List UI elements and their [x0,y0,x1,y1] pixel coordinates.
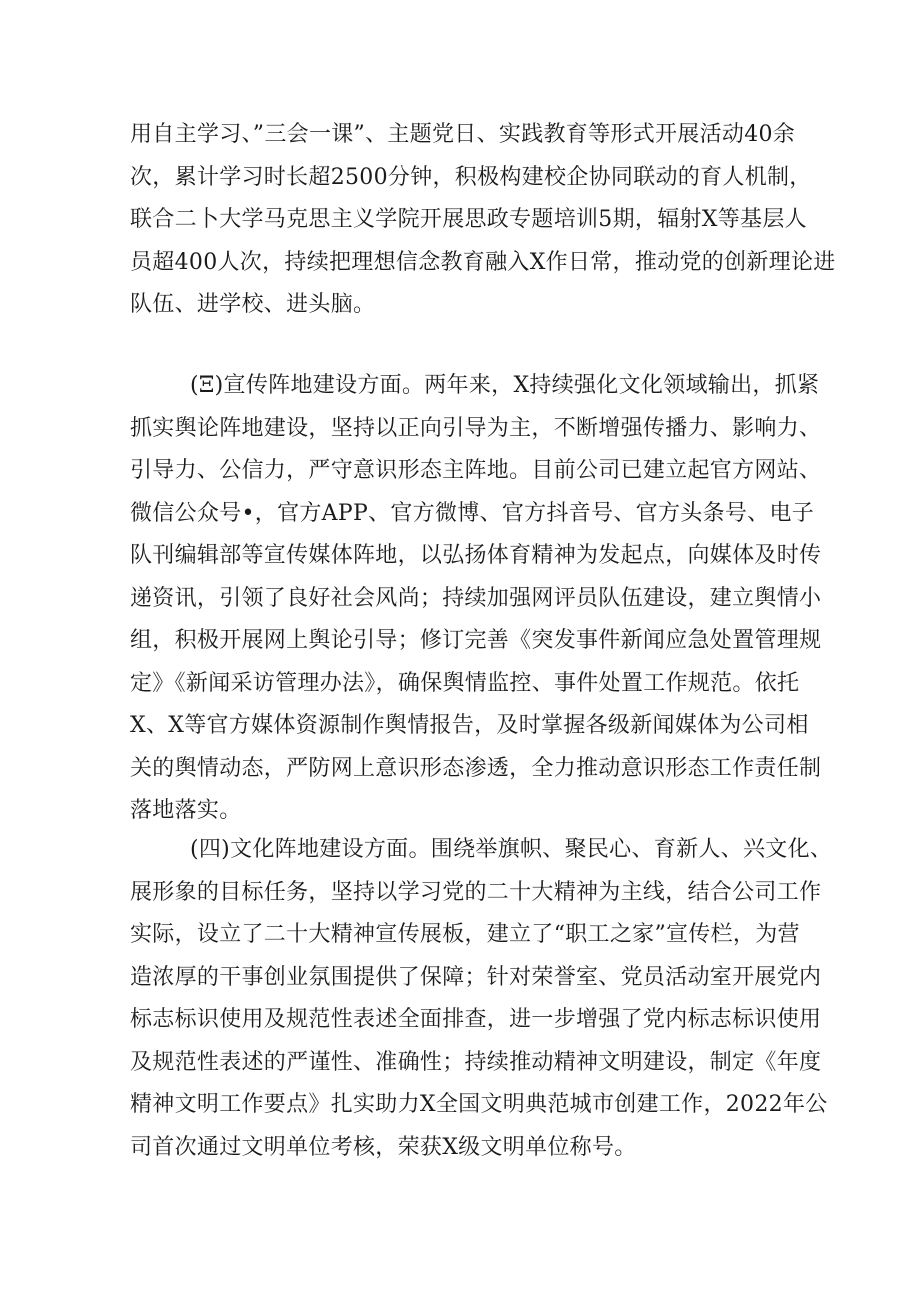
text-line: 司首次通过文明单位考核，荣获X级文明单位称号。 [130,1134,637,1160]
text-line: (Ξ)宣传阵地建设方面。两年来，X持续强化文化领域输出，抓紧 [190,373,820,398]
text-line: 队刊编辑部等宣传媒体阵地，以弘扬体育精神为发起点，向媒体及时传 [130,543,822,568]
text-line: 精神文明工作要点》扎实助力X全国文明典范城市创建工作，2022年公 [130,1092,828,1117]
text-line: 队伍、进学校、进头脑。 [130,292,376,317]
text-line: 展形象的目标任务，坚持以学习党的二十大精神为主线，结合公司工作 [130,879,822,905]
text-line: 标志标识使用及规范性表述全面排查，进一步增强了党内标志标识使用 [130,1007,822,1032]
text-line: 联合二卜大学马克思主义学院开展思政专题培训5期，辐射X等基层人 [130,207,807,232]
text-line: 及规范性表述的严谨性、准确性；持续推动精神文明建设，制定《年度 [130,1049,822,1075]
text-line: (四)文化阵地建设方面。围绕举旗帜、聚民心、育新人、兴文化、 [190,837,833,862]
text-line: 关的舆情动态，严防网上意识形态渗透，全力推动意识形态工作责任制 [130,755,822,781]
text-line: 造浓厚的干事创业氛围提供了保障；针对荣誉室、党员活动室开展党内 [130,964,822,990]
text-line: 抓实舆论阵地建设，坚持以正向引导为主，不断增强传播力、影响力、 [130,415,822,441]
paragraph-publicity-position [130,365,822,833]
text-line: 定》《新闻采访管理办法》，确保舆情监控、事件处置工作规范。依托 [130,670,800,696]
text-line: 微信公众号•，官方APP、官方微博、官方抖音号、官方头条号、电子 [130,500,815,526]
text-line: 实际，设立了二十大精神宣传展板，建立了“职工之家”宣传栏，为营 [130,922,800,947]
text-line: 组，积极开展网上舆论引导；修订完善《突发事件新闻应急处置管理规 [130,628,822,653]
paragraph-culture-position [130,829,833,1169]
text-line: X、X等官方媒体资源制作舆情报告，及时掌握各级新闻媒体为公司相 [130,713,809,738]
text-line: 用自主学习、”三会一课”、主题党日、实践教育等形式开展活动40余 [130,122,796,147]
text-line: 员超400人次，持续把理想信念教育融入X作日常，推动党的创新理论进 [130,249,836,275]
text-line: 次，累计学习时长超2500分钟，积极构建校企协同联动的育人机制， [130,164,812,190]
paragraph-study-activities [130,114,836,327]
text-line: 递资讯，引领了良好社会风尚；持续加强网评员队伍建设，建立舆情小 [130,585,822,611]
text-line: 落地落实。 [130,798,242,823]
text-line: 引导力、公信力，严守意识形态主阵地。目前公司已建立起官方网站、 [130,458,822,483]
